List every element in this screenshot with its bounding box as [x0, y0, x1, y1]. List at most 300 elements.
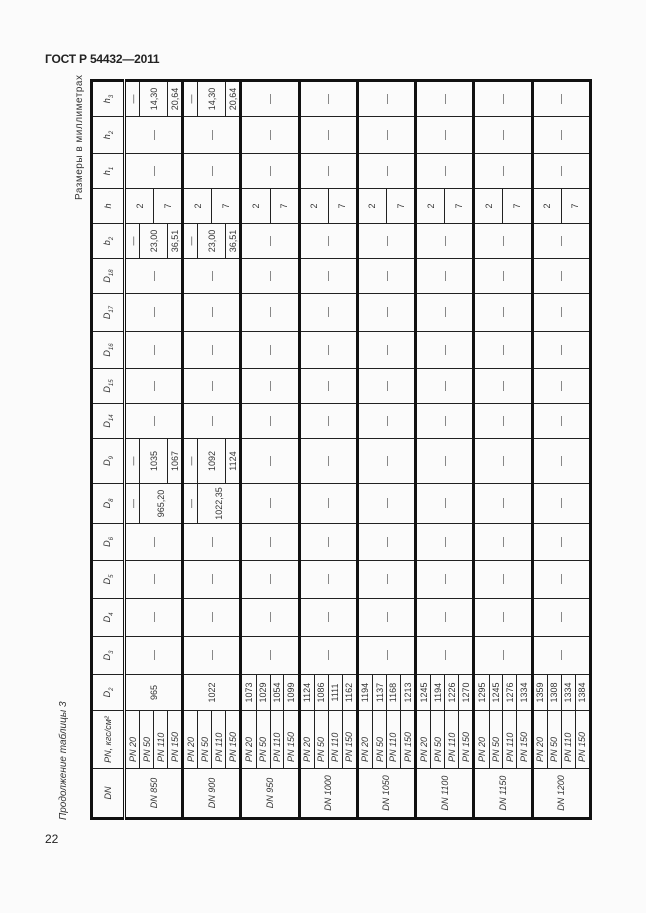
b2-cell: — [125, 224, 140, 259]
d5-cell [125, 561, 183, 599]
dash-mark [212, 575, 213, 585]
h3-cell [241, 81, 299, 117]
dash-mark [561, 345, 562, 355]
h-cell: 7 [154, 189, 183, 224]
units-note: Размеры в миллиметрах [74, 74, 85, 200]
d8-cell [532, 484, 590, 524]
d8-cell: — [183, 484, 198, 524]
d6-cell [416, 524, 474, 561]
d18-cell [299, 259, 357, 294]
d14-cell [474, 404, 532, 439]
d16-cell [416, 332, 474, 369]
d2-cell: 1359 [532, 675, 547, 711]
d9-cell: 1124 [226, 439, 241, 484]
dash-mark [445, 236, 446, 246]
column-header-d4: $D_4$ [92, 599, 125, 637]
b2-cell: 36,51 [226, 224, 241, 259]
column-header-d16: $D_{16}$ [92, 332, 125, 369]
d2-cell: 1334 [561, 675, 575, 711]
d8-cell [357, 484, 415, 524]
dash-mark [328, 381, 329, 391]
dash-mark [561, 94, 562, 104]
d5-cell [299, 561, 357, 599]
d3-cell [299, 637, 357, 675]
h-cell: 2 [416, 189, 445, 224]
d15-cell [416, 369, 474, 404]
pn-cell: PN 50 [198, 711, 212, 769]
column-header-d3: $D_3$ [92, 637, 125, 675]
dash-mark [387, 166, 388, 176]
dn-cell: DN 1150 [474, 769, 532, 819]
h3-cell [532, 81, 590, 117]
dash-mark [561, 537, 562, 547]
d18-cell [241, 259, 299, 294]
dash-mark [445, 613, 446, 623]
d2-cell: 1245 [489, 675, 503, 711]
dash-mark [270, 575, 271, 585]
d14-cell [416, 404, 474, 439]
table-row [357, 81, 372, 819]
dash-mark [503, 499, 504, 509]
d2-cell: 1308 [547, 675, 561, 711]
column-header-d15: $D_{15}$ [92, 369, 125, 404]
dash-mark [270, 271, 271, 281]
d2-cell: 1022 [183, 675, 241, 711]
dash-mark [328, 575, 329, 585]
document-title: ГОСТ Р 54432—2011 [45, 52, 160, 66]
column-header-h: h [92, 189, 125, 224]
table-caption: Продолжение таблицы 3 [58, 701, 69, 820]
column-header-d14: $D_{14}$ [92, 404, 125, 439]
dash-mark [445, 537, 446, 547]
d16-cell [299, 332, 357, 369]
pn-cell: PN 50 [373, 711, 387, 769]
dash-mark [387, 345, 388, 355]
d15-cell [532, 369, 590, 404]
dash-mark [270, 236, 271, 246]
dash-mark [445, 94, 446, 104]
d6-cell [357, 524, 415, 561]
dash-mark [270, 345, 271, 355]
d6-cell [299, 524, 357, 561]
dash-mark [561, 416, 562, 426]
dash-mark [212, 271, 213, 281]
d2-cell: 965 [125, 675, 183, 711]
b2-cell: 23,00 [198, 224, 226, 259]
d4-cell [299, 599, 357, 637]
column-header-d2: $D_2$ [92, 675, 125, 711]
dash-mark [270, 499, 271, 509]
d14-cell [125, 404, 183, 439]
dash-mark [445, 575, 446, 585]
d3-cell [125, 637, 183, 675]
d15-cell [183, 369, 241, 404]
dash-mark [387, 613, 388, 623]
dash-mark [503, 271, 504, 281]
d14-cell [532, 404, 590, 439]
b2-cell [357, 224, 415, 259]
dash-mark [154, 345, 155, 355]
d17-cell [357, 294, 415, 332]
dash-mark [503, 456, 504, 466]
h-cell: 7 [561, 189, 590, 224]
d2-cell: 1194 [431, 675, 445, 711]
h-cell: 7 [212, 189, 241, 224]
d16-cell [357, 332, 415, 369]
d3-cell [474, 637, 532, 675]
dash-mark [328, 613, 329, 623]
b2-cell: — [183, 224, 198, 259]
dash-mark [503, 575, 504, 585]
d15-cell [241, 369, 299, 404]
d5-cell [241, 561, 299, 599]
d18-cell [474, 259, 532, 294]
dash-mark [387, 537, 388, 547]
dash-mark [387, 94, 388, 104]
d2-cell: 1295 [474, 675, 489, 711]
h3-cell: 14,30 [140, 81, 168, 117]
dash-mark [387, 651, 388, 661]
dash-mark [561, 308, 562, 318]
d8-cell: — [125, 484, 140, 524]
d3-cell [183, 637, 241, 675]
dash-mark [387, 236, 388, 246]
h1-cell [416, 154, 474, 189]
d9-cell: — [125, 439, 140, 484]
dash-mark [270, 94, 271, 104]
pn-cell: PN 110 [503, 711, 517, 769]
d2-cell: 1137 [373, 675, 387, 711]
h-cell: 7 [386, 189, 415, 224]
pn-cell: PN 20 [125, 711, 140, 769]
dash-mark [561, 456, 562, 466]
d2-cell: 1334 [517, 675, 532, 711]
pn-cell: PN 20 [183, 711, 198, 769]
dn-cell: DN 1000 [299, 769, 357, 819]
column-header-d6: $D_6$ [92, 524, 125, 561]
dash-mark [328, 499, 329, 509]
pn-cell: PN 150 [342, 711, 357, 769]
dash-mark [445, 308, 446, 318]
d17-cell [299, 294, 357, 332]
dash-mark [328, 271, 329, 281]
d8-cell [416, 484, 474, 524]
dash-mark [270, 651, 271, 661]
d3-cell [241, 637, 299, 675]
pn-cell: PN 50 [489, 711, 503, 769]
dash-mark [270, 456, 271, 466]
dash-mark [561, 130, 562, 140]
h-cell: 7 [445, 189, 474, 224]
dash-mark [561, 499, 562, 509]
dash-mark [212, 345, 213, 355]
dash-mark [328, 537, 329, 547]
b2-cell [532, 224, 590, 259]
dash-mark [503, 613, 504, 623]
d16-cell [183, 332, 241, 369]
dash-mark [154, 575, 155, 585]
column-header-d9: $D_9$ [92, 439, 125, 484]
column-header-d18: $D_{18}$ [92, 259, 125, 294]
pn-cell: PN 110 [154, 711, 168, 769]
d17-cell [183, 294, 241, 332]
dash-mark [270, 166, 271, 176]
h1-cell [241, 154, 299, 189]
d16-cell [241, 332, 299, 369]
h1-cell [357, 154, 415, 189]
dash-mark [503, 166, 504, 176]
dash-mark [561, 575, 562, 585]
h3-cell [474, 81, 532, 117]
table-row [183, 81, 198, 819]
dash-mark [387, 381, 388, 391]
dash-mark [154, 416, 155, 426]
dash-mark [212, 537, 213, 547]
dn-cell: DN 950 [241, 769, 299, 819]
d2-cell: 1384 [575, 675, 590, 711]
pn-cell: PN 150 [459, 711, 474, 769]
pn-cell: PN 20 [357, 711, 372, 769]
h3-cell: — [125, 81, 140, 117]
d18-cell [357, 259, 415, 294]
h2-cell [241, 117, 299, 154]
dash-mark [212, 651, 213, 661]
h-cell: 2 [299, 189, 328, 224]
dash-mark [561, 613, 562, 623]
dash-mark [328, 651, 329, 661]
dash-mark [503, 94, 504, 104]
dash-mark [328, 345, 329, 355]
d2-cell: 1168 [386, 675, 400, 711]
d2-cell: 1213 [400, 675, 415, 711]
pn-cell: PN 150 [517, 711, 532, 769]
h1-cell [183, 154, 241, 189]
column-header-pn: PN, кгс/см² [92, 711, 125, 769]
d9-cell: 1035 [140, 439, 168, 484]
dn-cell: DN 1200 [532, 769, 590, 819]
pn-cell: PN 110 [561, 711, 575, 769]
dash-mark [503, 416, 504, 426]
d9-cell [532, 439, 590, 484]
dash-mark [387, 499, 388, 509]
dash-mark [270, 130, 271, 140]
d9-cell: 1067 [168, 439, 183, 484]
d4-cell [474, 599, 532, 637]
d9-cell: — [183, 439, 198, 484]
h2-cell [357, 117, 415, 154]
d18-cell [125, 259, 183, 294]
d5-cell [532, 561, 590, 599]
d15-cell [125, 369, 183, 404]
dash-mark [212, 130, 213, 140]
h-cell: 2 [474, 189, 503, 224]
dash-mark [328, 456, 329, 466]
dash-mark [328, 94, 329, 104]
column-header-d8: $D_8$ [92, 484, 125, 524]
d8-cell [474, 484, 532, 524]
d15-cell [299, 369, 357, 404]
d18-cell [416, 259, 474, 294]
d8-cell [241, 484, 299, 524]
dash-mark [445, 456, 446, 466]
dash-mark [270, 381, 271, 391]
pn-cell: PN 150 [226, 711, 241, 769]
d2-cell: 1245 [416, 675, 431, 711]
d14-cell [299, 404, 357, 439]
dash-mark [154, 537, 155, 547]
pn-cell: PN 110 [445, 711, 459, 769]
d6-cell [532, 524, 590, 561]
d9-cell [474, 439, 532, 484]
d2-cell: 1073 [241, 675, 256, 711]
page-number: 22 [45, 832, 59, 846]
h2-cell [125, 117, 183, 154]
b2-cell [241, 224, 299, 259]
dash-mark [445, 499, 446, 509]
h3-cell [416, 81, 474, 117]
d3-cell [357, 637, 415, 675]
h1-cell [299, 154, 357, 189]
h3-cell: 20,64 [226, 81, 241, 117]
h-cell: 2 [241, 189, 270, 224]
dash-mark [503, 537, 504, 547]
dash-mark [212, 381, 213, 391]
d9-cell [357, 439, 415, 484]
dash-mark [212, 613, 213, 623]
d16-cell [474, 332, 532, 369]
pn-cell: PN 20 [241, 711, 256, 769]
dash-mark [387, 575, 388, 585]
b2-cell [299, 224, 357, 259]
column-header-h1: $h_1$ [92, 154, 125, 189]
pn-cell: PN 110 [212, 711, 226, 769]
d6-cell [241, 524, 299, 561]
h-cell: 2 [125, 189, 154, 224]
column-header-h3: $h_3$ [92, 81, 125, 117]
d16-cell [532, 332, 590, 369]
dash-mark [445, 416, 446, 426]
b2-cell [416, 224, 474, 259]
pn-cell: PN 50 [256, 711, 270, 769]
rotated-table [90, 82, 592, 820]
d18-cell [183, 259, 241, 294]
dash-mark [154, 381, 155, 391]
dimensions-table [90, 79, 592, 820]
d4-cell [416, 599, 474, 637]
d4-cell [183, 599, 241, 637]
pn-cell: PN 110 [270, 711, 284, 769]
h-cell: 7 [503, 189, 532, 224]
h-cell: 2 [357, 189, 386, 224]
h2-cell [416, 117, 474, 154]
dash-mark [154, 130, 155, 140]
h-cell: 7 [270, 189, 299, 224]
table-row [241, 81, 256, 819]
d6-cell [183, 524, 241, 561]
d17-cell [474, 294, 532, 332]
d6-cell [474, 524, 532, 561]
d2-cell: 1111 [328, 675, 342, 711]
dash-mark [503, 381, 504, 391]
d5-cell [183, 561, 241, 599]
column-header-h2: $h_2$ [92, 117, 125, 154]
d18-cell [532, 259, 590, 294]
dash-mark [154, 308, 155, 318]
d5-cell [474, 561, 532, 599]
d9-cell [416, 439, 474, 484]
pn-cell: PN 150 [168, 711, 183, 769]
d6-cell [125, 524, 183, 561]
pn-cell: PN 20 [299, 711, 314, 769]
pn-cell: PN 20 [474, 711, 489, 769]
d4-cell [125, 599, 183, 637]
dash-mark [328, 308, 329, 318]
dash-mark [212, 416, 213, 426]
dash-mark [561, 166, 562, 176]
column-header-d17: $D_{17}$ [92, 294, 125, 332]
column-header-d5: $D_5$ [92, 561, 125, 599]
dash-mark [387, 271, 388, 281]
h1-cell [532, 154, 590, 189]
d9-cell [299, 439, 357, 484]
dash-mark [445, 166, 446, 176]
d2-cell: 1099 [284, 675, 299, 711]
dash-mark [503, 308, 504, 318]
pn-cell: PN 50 [314, 711, 328, 769]
dash-mark [387, 308, 388, 318]
dn-cell: DN 900 [183, 769, 241, 819]
dash-mark [328, 130, 329, 140]
dash-mark [561, 271, 562, 281]
d2-cell: 1124 [299, 675, 314, 711]
d8-cell [299, 484, 357, 524]
d5-cell [357, 561, 415, 599]
dash-mark [503, 651, 504, 661]
d9-cell [241, 439, 299, 484]
dash-mark [561, 381, 562, 391]
table-row [416, 81, 431, 819]
d4-cell [357, 599, 415, 637]
d2-cell: 1194 [357, 675, 372, 711]
dash-mark [445, 345, 446, 355]
dash-mark [503, 130, 504, 140]
dash-mark [387, 130, 388, 140]
d2-cell: 1086 [314, 675, 328, 711]
pn-cell: PN 150 [284, 711, 299, 769]
d14-cell [183, 404, 241, 439]
h3-cell [299, 81, 357, 117]
d8-cell: 1022,35 [198, 484, 241, 524]
dash-mark [503, 345, 504, 355]
dash-mark [270, 613, 271, 623]
dash-mark [561, 651, 562, 661]
d2-cell: 1276 [503, 675, 517, 711]
h3-cell: — [183, 81, 198, 117]
d4-cell [532, 599, 590, 637]
dash-mark [154, 271, 155, 281]
d17-cell [241, 294, 299, 332]
dash-mark [270, 308, 271, 318]
h-cell: 2 [532, 189, 561, 224]
d2-cell: 1162 [342, 675, 357, 711]
h1-cell [474, 154, 532, 189]
dash-mark [387, 416, 388, 426]
d9-cell: 1092 [198, 439, 226, 484]
table-row [125, 81, 140, 819]
dash-mark [154, 651, 155, 661]
d5-cell [416, 561, 474, 599]
dash-mark [503, 236, 504, 246]
